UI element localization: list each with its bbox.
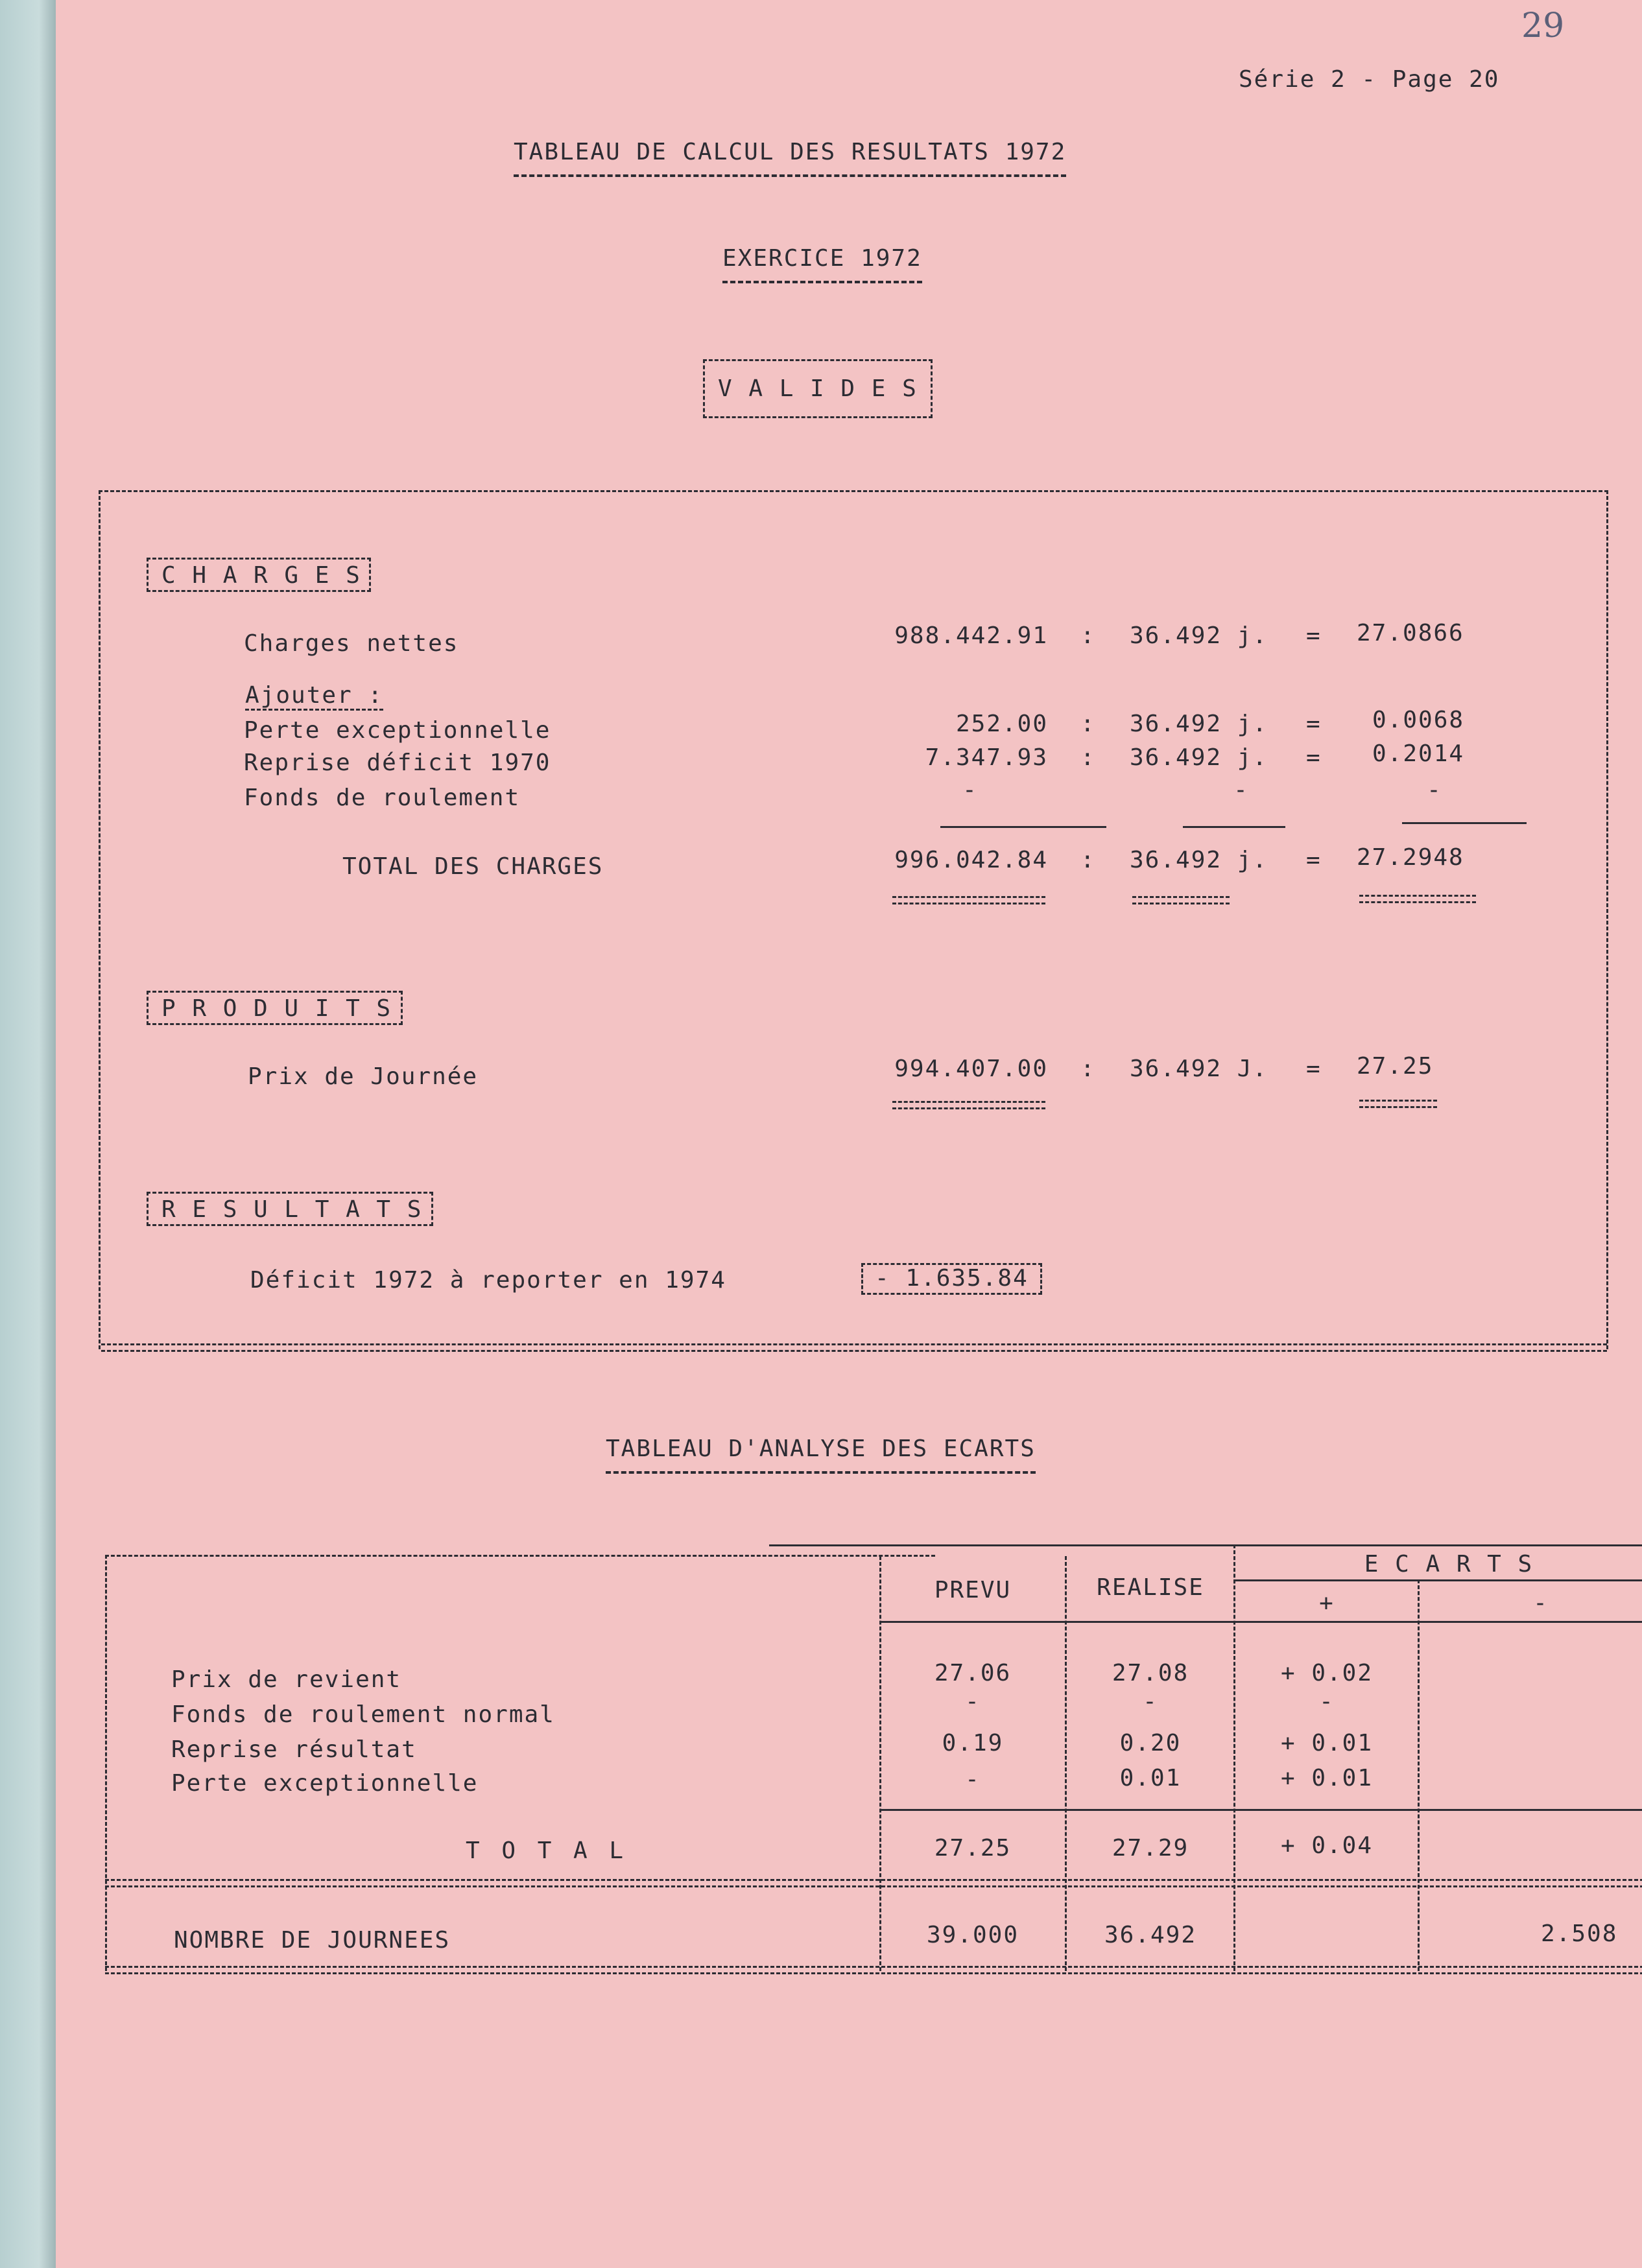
charges-line-days: 36.492 j.: [1130, 711, 1268, 737]
page-reference: Série 2 - Page 20: [1239, 66, 1500, 93]
charges-total-days: 36.492 j.: [1130, 847, 1268, 873]
table-row-label: Fonds de roulement normal: [171, 1701, 555, 1728]
colon-separator: :: [1080, 622, 1096, 649]
produits-days: 36.492 J.: [1130, 1056, 1268, 1082]
days-realise: 36.492: [1104, 1922, 1197, 1948]
resultats-header: R E S U L T A T S: [147, 1192, 433, 1226]
total-double-rule: [1132, 896, 1230, 904]
table-cell-prevu: -: [965, 1688, 981, 1715]
equal-separator: =: [1306, 744, 1322, 771]
table-left-border: [105, 1555, 107, 1971]
equal-separator: =: [1306, 622, 1322, 649]
charges-net-label: Charges nettes: [244, 630, 459, 657]
page-title: TABLEAU DE CALCUL DES RESULTATS 1972: [514, 139, 1066, 177]
table-cell-prevu: 27.06: [934, 1660, 1012, 1686]
table-cell-plus: -: [1319, 1688, 1335, 1715]
table-row-label: Reprise résultat: [171, 1736, 417, 1763]
produits-label: Prix de Journée: [248, 1063, 479, 1090]
column-header-ecarts: E C A R T S: [1364, 1551, 1534, 1577]
results-frame-double-rule: [101, 1343, 1607, 1352]
table-row-label: Perte exceptionnelle: [171, 1770, 479, 1797]
total-plus: + 0.04: [1280, 1832, 1374, 1859]
table-cell-plus: + 0.01: [1280, 1730, 1374, 1756]
handwritten-page-number: 29: [1521, 6, 1565, 45]
total-prevu: 27.25: [934, 1835, 1012, 1861]
resultats-label: Déficit 1972 à reporter en 1974: [250, 1267, 726, 1293]
table-cell-plus: + 0.01: [1280, 1765, 1374, 1791]
table-cell-plus: + 0.02: [1280, 1660, 1374, 1686]
equal-separator: =: [1306, 711, 1322, 737]
analysis-title: TABLEAU D'ANALYSE DES ECARTS: [606, 1435, 1036, 1474]
equal-separator: =: [1306, 1056, 1322, 1082]
produits-amount: 994.407.00: [894, 1056, 1048, 1082]
table-cell-realise: 0.20: [1119, 1730, 1182, 1756]
equal-separator: =: [1306, 847, 1322, 873]
days-minus: 2.508: [1541, 1920, 1618, 1947]
charges-line-result: 0.2014: [1372, 740, 1465, 767]
charges-line-amount: 252.00: [955, 711, 1048, 737]
total-double-rule: [892, 1101, 1045, 1109]
colon-separator: :: [1080, 711, 1096, 737]
table-cell-prevu: 0.19: [942, 1730, 1004, 1756]
total-double-rule: [892, 896, 1045, 904]
sum-rule: [1402, 822, 1527, 824]
sum-rule: [1183, 826, 1285, 828]
total-rule: [879, 1809, 1642, 1811]
charges-total-label: TOTAL DES CHARGES: [342, 853, 604, 880]
sum-rule: [940, 826, 1106, 828]
charges-line-label: Reprise déficit 1970: [244, 750, 551, 776]
charges-line-days: -: [1233, 777, 1249, 803]
charges-line-result: 0.0068: [1372, 707, 1465, 733]
charges-add-label: Ajouter :: [245, 682, 383, 711]
charges-line-result: -: [1427, 777, 1442, 803]
colon-separator: :: [1080, 1056, 1096, 1082]
exercise-title: EXERCICE 1972: [722, 245, 922, 283]
charges-total-amount: 996.042.84: [894, 847, 1048, 873]
column-header-plus: +: [1319, 1590, 1335, 1616]
charges-line-amount: 7.347.93: [925, 744, 1048, 771]
charges-net-result: 27.0866: [1357, 620, 1464, 646]
table-column-rule: [1418, 1579, 1420, 1971]
colon-separator: :: [1080, 744, 1096, 771]
table-column-rule: [1065, 1556, 1067, 1971]
total-double-rule: [1359, 895, 1476, 903]
charges-total-result: 27.2948: [1357, 844, 1464, 871]
produits-header: P R O D U I T S: [147, 991, 403, 1025]
charges-header: C H A R G E S: [147, 558, 371, 592]
table-cell-realise: 0.01: [1119, 1765, 1182, 1791]
total-label: T O T A L: [466, 1837, 628, 1864]
column-header-realise: REALISE: [1097, 1574, 1204, 1601]
table-column-rule: [1233, 1544, 1235, 1971]
table-top-rule: [105, 1555, 935, 1557]
charges-line-label: Fonds de roulement: [244, 785, 521, 811]
charges-line-amount: -: [962, 777, 978, 803]
column-header-prevu: PREVU: [934, 1577, 1012, 1603]
produits-result: 27.25: [1357, 1053, 1434, 1080]
charges-line-days: 36.492 j.: [1130, 744, 1268, 771]
days-label: NOMBRE DE JOURNEES: [174, 1927, 451, 1954]
resultats-amount: - 1.635.84: [861, 1263, 1042, 1295]
days-prevu: 39.000: [926, 1922, 1019, 1948]
column-header-minus: -: [1533, 1590, 1549, 1616]
total-double-rule: [1359, 1100, 1437, 1108]
binding-edge: [0, 0, 56, 2268]
header-bottom-rule: [879, 1621, 1642, 1623]
table-cell-realise: -: [1143, 1688, 1158, 1715]
category-box: V A L I D E S: [703, 359, 933, 418]
table-cell-prevu: -: [965, 1766, 981, 1793]
colon-separator: :: [1080, 847, 1096, 873]
charges-line-label: Perte exceptionnelle: [244, 717, 551, 744]
charges-net-days: 36.492 j.: [1130, 622, 1268, 649]
ecarts-sub-rule: [1233, 1579, 1642, 1581]
total-realise: 27.29: [1112, 1835, 1189, 1861]
charges-net-amount: 988.442.91: [894, 622, 1048, 649]
table-double-rule: [105, 1879, 1642, 1887]
table-cell-realise: 27.08: [1112, 1660, 1189, 1686]
table-row-label: Prix de revient: [171, 1666, 402, 1693]
document-page: [56, 0, 1642, 2268]
table-column-rule: [879, 1556, 881, 1971]
table-bottom-double-rule: [105, 1966, 1642, 1974]
table-top-rule: [769, 1544, 1642, 1546]
